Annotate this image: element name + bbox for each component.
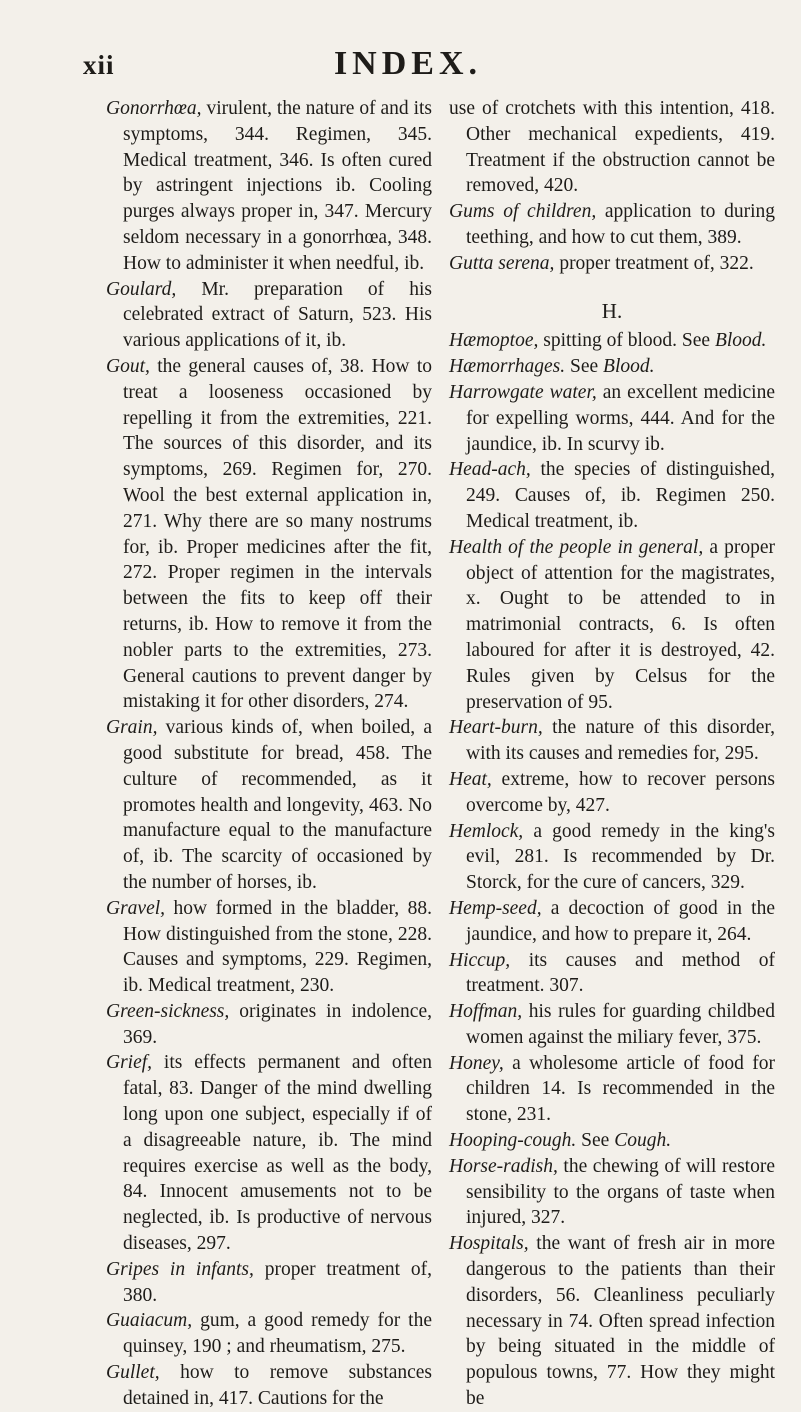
- running-head: INDEX.: [333, 45, 483, 82]
- index-entry: [449, 354, 775, 380]
- index-entry-text: an excellent medicine for expelling worms, 444. And for the jaundice, ib. In scurvy ib.: [466, 381, 775, 455]
- index-entry: [449, 715, 775, 767]
- index-entry: [106, 1050, 432, 1256]
- index-term: Grain,: [106, 717, 158, 739]
- index-entry: [106, 1360, 432, 1412]
- index-entry-text: a decoction of good in the jaundice, and how to prepare it, 264.: [466, 897, 775, 945]
- index-term: Hiccup,: [449, 949, 511, 971]
- index-entry-text: the chewing of will restore sensibility to the organs of taste when injured, 327.: [466, 1155, 775, 1229]
- index-term: Hæmorrhages.: [449, 356, 566, 378]
- index-entry: [106, 896, 432, 999]
- index-entry-text: spitting of blood. See: [538, 330, 715, 352]
- index-term: Hooping-cough.: [449, 1130, 577, 1152]
- index-term: Goulard,: [106, 278, 177, 300]
- index-term: Health of the people in general,: [449, 536, 704, 558]
- index-entry-text: See: [576, 1130, 615, 1152]
- section-letter-h: H.: [601, 298, 623, 323]
- right-column: [449, 96, 775, 1412]
- index-entry-text: originates in indolence, 369.: [123, 1000, 432, 1048]
- index-term: Gullet,: [106, 1362, 160, 1384]
- page-header: [0, 40, 801, 80]
- index-term: Gravel,: [106, 897, 166, 919]
- index-entry-text: proper treatment of, 380.: [123, 1258, 432, 1306]
- index-entry-text: use of crotchets with this intention, 418. Other mechanical expedients, 419. Treatment if the obstruction cannot be removed, 420.: [449, 98, 775, 197]
- index-entry: [449, 96, 775, 199]
- index-entry-text: extreme, how to recover persons overcome by, 427.: [466, 768, 775, 816]
- index-term: Gonorrhœa,: [106, 98, 202, 119]
- index-entry-text: a proper object of attention for the magistrates, x. Ought to be attended to in matrimonial contracts, 6. Is often laboured for after it is destroyed, 42. Rules given by Celsus for the preservation of 95.: [466, 536, 775, 713]
- index-entry: [106, 277, 432, 354]
- index-term: Guaiacum,: [106, 1310, 193, 1332]
- index-entry-text: gum, a good remedy for the quinsey, 190 ; and rheumatism, 275.: [123, 1310, 432, 1358]
- index-term: Honey,: [449, 1052, 504, 1074]
- index-term: Hospitals,: [449, 1233, 529, 1255]
- index-term: Gripes in infants,: [106, 1258, 254, 1280]
- index-entry: [449, 457, 775, 534]
- index-term: Hemp-seed,: [449, 897, 542, 919]
- index-entry-text: his rules for guarding childbed women against the miliary fever, 375.: [466, 1001, 775, 1048]
- index-entry: [449, 767, 775, 819]
- index-term: Head-ach,: [449, 459, 531, 481]
- index-entry: [449, 251, 775, 277]
- index-entry-text: the want of fresh air in more dangerous to the patients than their disorders, 56. Cleanliness peculiarly necessary in 74. Often spread infection by being situated in the middle of populous towns, 77. How they might be: [466, 1233, 775, 1410]
- index-entry-text: various kinds of, when boiled, a good substitute for bread, 458. The culture of recommended, as it promotes health and longevity, 463. No manufacture equal to the manufacture of, ib. The scarcity of occasioned by the number of horses, ib.: [123, 717, 432, 893]
- index-term: Heart-burn,: [449, 717, 543, 739]
- index-entry: [449, 535, 775, 716]
- index-term: Hæmoptoe,: [449, 330, 539, 352]
- index-term: Heat,: [449, 768, 492, 790]
- index-entry: [106, 999, 432, 1051]
- index-entry-text: virulent, the nature of and its symptoms, 344. Regimen, 345. Medical treatment, 346. Is often cured by astringent injections ib. Cooling purges always proper in, 347. Mercury seldom necessary in a gonorrhœa, 348. How to administer it when needful, ib.: [123, 98, 432, 274]
- index-term: Harrowgate water,: [449, 381, 597, 403]
- index-entry-text: its effects permanent and often fatal, 83. Danger of the mind dwelling long upon one subject, especially if of a disagreeable nature, ib. The mind requires exercise as well as the body, 84. Innocent amusements not to be neglected, ib. Is productive of nervous diseases, 297.: [123, 1052, 432, 1255]
- page-number: xii: [83, 50, 115, 80]
- index-entry: [449, 199, 775, 251]
- index-entry: [449, 819, 775, 896]
- index-entry: [449, 948, 775, 1000]
- index-entry: [106, 1257, 432, 1309]
- index-entry-text: proper treatment of, 322.: [554, 252, 754, 274]
- index-term: Hoffman,: [449, 1001, 523, 1023]
- index-entry: [449, 1128, 775, 1154]
- index-entry: [449, 380, 775, 457]
- index-entry: [449, 1051, 775, 1128]
- index-term: Hemlock,: [449, 820, 524, 842]
- index-entry: [449, 999, 775, 1051]
- index-entry-text: a wholesome article of food for children 14. Is recommended in the stone, 231.: [466, 1052, 775, 1126]
- index-entry-text: how formed in the bladder, 88. How distinguished from the stone, 228. Causes and symptoms, 229. Regimen, ib. Medical treatment, 230.: [123, 897, 432, 997]
- index-entry-text: See: [565, 356, 604, 378]
- index-entry-text: the species of distinguished, 249. Causes of, ib. Regimen 250. Medical treatment, ib.: [466, 459, 775, 532]
- index-entry: [106, 715, 432, 896]
- cross-reference: Blood.: [603, 356, 655, 378]
- index-term: Gutta serena,: [449, 252, 555, 274]
- index-term: Green-sickness,: [106, 1000, 230, 1022]
- index-entry-text: application to during teething, and how to cut them, 389.: [466, 201, 775, 248]
- cross-reference: Cough.: [614, 1130, 672, 1152]
- left-column: [106, 96, 432, 1412]
- index-entry-text: Mr. preparation of his celebrated extract of Saturn, 523. His various applications of it, ib.: [123, 278, 432, 352]
- index-entry: [449, 1231, 775, 1412]
- index-term: Horse-radish,: [449, 1155, 558, 1177]
- index-entry: [449, 328, 775, 354]
- index-entry-text: how to remove substances detained in, 417. Cautions for the: [123, 1362, 432, 1409]
- index-entry-text: its causes and method of treatment. 307.: [466, 949, 775, 997]
- index-term: Gums of children,: [449, 201, 597, 223]
- index-entry: [106, 354, 432, 715]
- index-entry: [106, 1308, 432, 1360]
- index-entry: [449, 896, 775, 948]
- cross-reference: Blood.: [714, 330, 767, 352]
- index-entry: [449, 1154, 775, 1231]
- index-entry: [106, 96, 432, 277]
- index-term: Grief,: [106, 1052, 153, 1074]
- index-entry-text: the general causes of, 38. How to treat a looseness occasioned by repelling it from the extremities, 221. The sources of this disorder, and its symptoms, 269. Regimen for, 270. Wool the best external application in, 271. Why there are so many nostrums for, ib. Proper medicines after the fit, 272. Proper regimen in the intervals between the fits to keep off their returns, ib. How to remove it from the nobler parts to the extremities, 273. General cautions to prevent danger by mistaking it for other disorders, 274.: [123, 355, 432, 713]
- index-entry-text: a good remedy in the king's evil, 281. Is recommended by Dr. Storck, for the cure of cancers, 329.: [466, 820, 775, 894]
- index-entry-text: the nature of this disorder, with its causes and remedies for, 295.: [466, 717, 775, 765]
- index-term: Gout,: [106, 355, 150, 377]
